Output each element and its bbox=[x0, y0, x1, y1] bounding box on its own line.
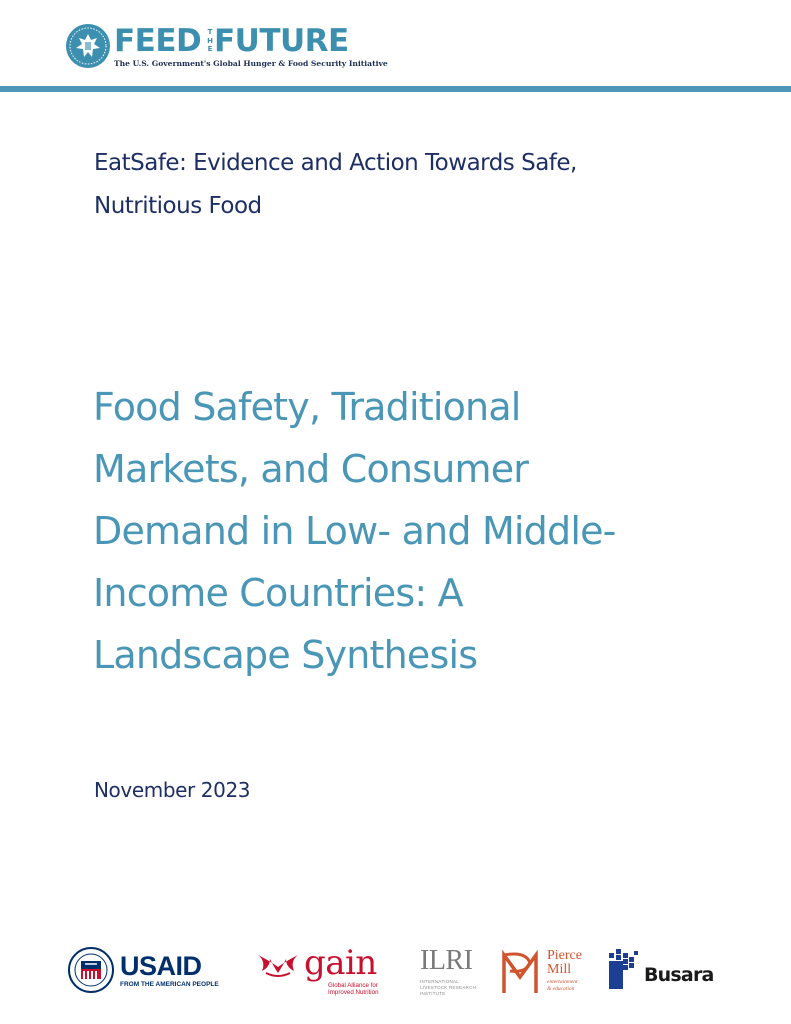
gain-logo bbox=[256, 943, 386, 1004]
gain-mark-icon bbox=[256, 951, 300, 979]
gain-wordmark: gain bbox=[304, 943, 377, 983]
feed-the-future-logo bbox=[64, 22, 388, 76]
ilri-wordmark: ILRI bbox=[420, 945, 473, 976]
busara-mark-icon bbox=[609, 949, 639, 989]
gain-tagline: Global Alliance for Improved Nutrition bbox=[328, 982, 379, 996]
logo-feed-text: FEED bbox=[114, 23, 202, 59]
pierce-mill-mark-icon bbox=[500, 949, 542, 995]
pierce-mill-wordmark: Pierce Mill bbox=[547, 948, 582, 977]
usaid-wordmark: USAID bbox=[120, 951, 202, 981]
usaid-seal-icon bbox=[68, 947, 114, 993]
publication-date: November 2023 bbox=[94, 778, 251, 802]
logo-the-text: T H E bbox=[207, 28, 213, 53]
header-rule bbox=[0, 86, 791, 92]
busara-logo bbox=[609, 949, 729, 999]
ilri-logo bbox=[420, 945, 480, 1004]
logo-tagline: The U.S. Government's Global Hunger & Food Security Initiative bbox=[114, 59, 388, 68]
logo-future-text: FUTURE bbox=[214, 23, 349, 59]
pierce-mill-logo bbox=[500, 947, 592, 1007]
partner-logos bbox=[0, 935, 791, 1015]
busara-wordmark: Busara bbox=[644, 964, 714, 986]
pierce-mill-tagline: entertainment & education bbox=[547, 979, 578, 992]
program-subtitle: EatSafe: Evidence and Action Towards Safe, Nutritious Food bbox=[94, 150, 577, 219]
document-title: Food Safety, Traditional Markets, and Consumer Demand in Low- and Middle- Income Countries: A Landscape Synthesis bbox=[93, 385, 616, 677]
usaid-logo bbox=[68, 947, 228, 997]
usaid-tagline: FROM THE AMERICAN PEOPLE bbox=[120, 981, 219, 988]
great-seal-icon bbox=[64, 22, 112, 70]
header bbox=[0, 0, 791, 95]
ilri-tagline: INTERNATIONAL LIVESTOCK RESEARCH INSTITUTE bbox=[420, 979, 477, 996]
